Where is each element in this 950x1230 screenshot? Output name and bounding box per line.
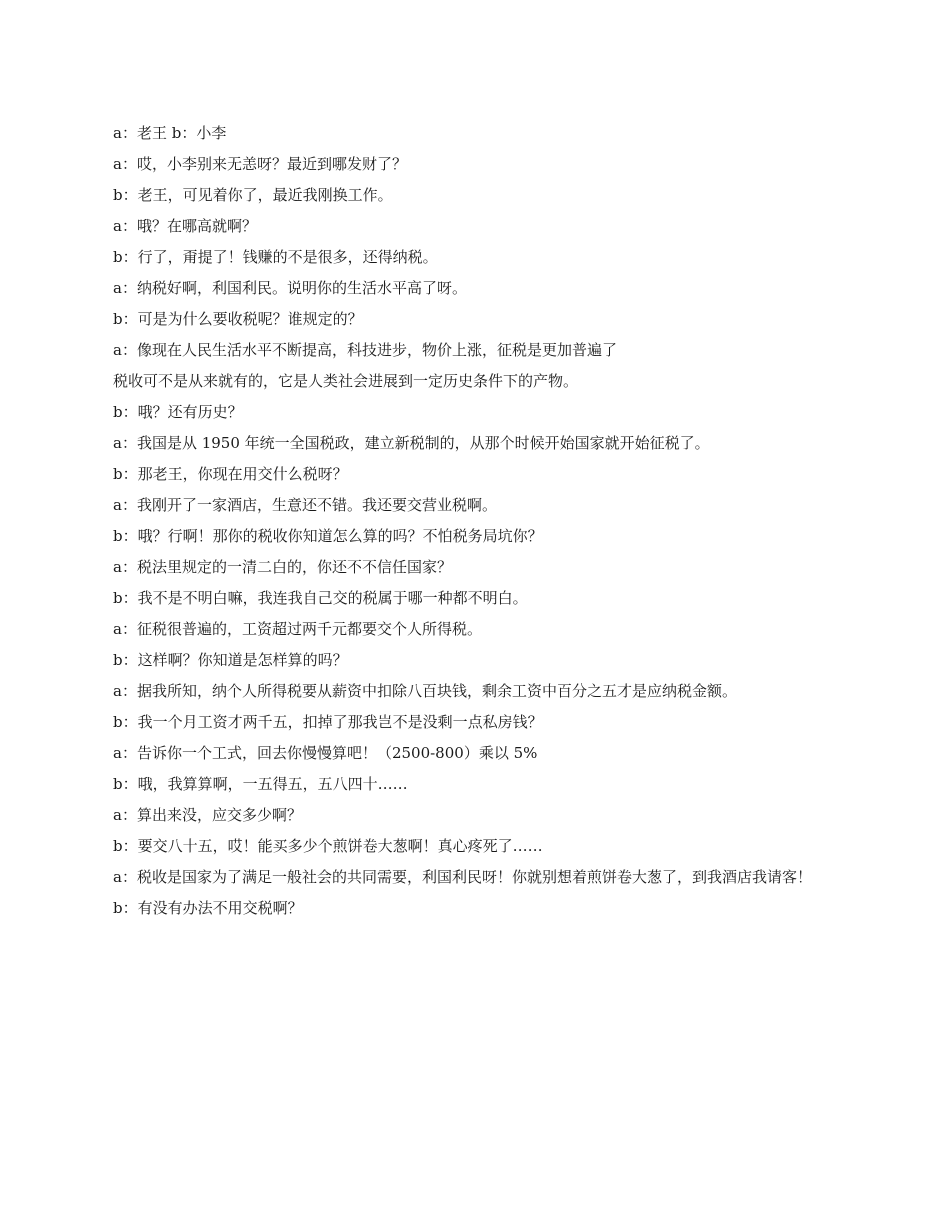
dialogue-line: a：算出来没，应交多少啊？ (113, 806, 302, 824)
dialogue-line: b：这样啊？你知道是怎样算的吗？ (113, 651, 348, 669)
dialogue-line: a：征税很普遍的，工资超过两千元都要交个人所得税。 (113, 620, 482, 638)
dialogue-line: b：我不是不明白嘛，我连我自己交的税属于哪一种都不明白。 (113, 589, 528, 607)
dialogue-line: a：告诉你一个工式，回去你慢慢算吧！（2500-800）乘以 5% (113, 744, 538, 762)
dialogue-line: b：那老王，你现在用交什么税呀？ (113, 465, 348, 483)
dialogue-line: b：有没有办法不用交税啊？ (113, 899, 303, 917)
dialogue-line: 税收可不是从来就有的，它是人类社会进展到一定历史条件下的产物。 (113, 372, 579, 390)
dialogue-line: a：老王 b：小李 (113, 124, 227, 142)
dialogue-line: b：哦？还有历史？ (113, 403, 243, 421)
dialogue-line: b：哦，我算算啊，一五得五，五八四十…… (113, 775, 408, 793)
dialogue-line: b：可是为什么要收税呢？谁规定的？ (113, 310, 363, 328)
dialogue-line: a：纳税好啊，利国利民。说明你的生活水平高了呀。 (113, 279, 467, 297)
dialogue-line: b：行了，甭提了！钱赚的不是很多，还得纳税。 (113, 248, 438, 266)
dialogue-line: a：我刚开了一家酒店，生意还不错。我还要交营业税啊。 (113, 496, 497, 514)
dialogue-line: a：税法里规定的一清二白的，你还不不信任国家？ (113, 558, 452, 576)
dialogue-line: a：哦？在哪高就啊？ (113, 217, 257, 235)
dialogue-line: a：据我所知，纳个人所得税要从薪资中扣除八百块钱，剩余工资中百分之五才是应纳税金额。 (113, 682, 737, 700)
dialogue-line: a：哎，小李别来无恙呀？最近到哪发财了？ (113, 155, 407, 173)
dialogue-body (113, 124, 833, 930)
dialogue-line: b：我一个月工资才两千五，扣掉了那我岂不是没剩一点私房钱？ (113, 713, 543, 731)
dialogue-line: b：要交八十五，哎！能买多少个煎饼卷大葱啊！真心疼死了…… (113, 837, 543, 855)
dialogue-line: a：税收是国家为了满足一般社会的共同需要，利国利民呀！你就别想着煎饼卷大葱了，到我酒店我请客！ (113, 868, 812, 886)
dialogue-line: b：老王，可见着你了，最近我刚换工作。 (113, 186, 393, 204)
dialogue-line: b：哦？行啊！那你的税收你知道怎么算的吗？不怕税务局坑你？ (113, 527, 543, 545)
dialogue-line: a：我国是从 1950 年统一全国税政，建立新税制的，从那个时候开始国家就开始征税了。 (113, 434, 710, 452)
dialogue-line: a：像现在人民生活水平不断提高，科技进步，物价上涨，征税是更加普遍了 (113, 341, 617, 359)
